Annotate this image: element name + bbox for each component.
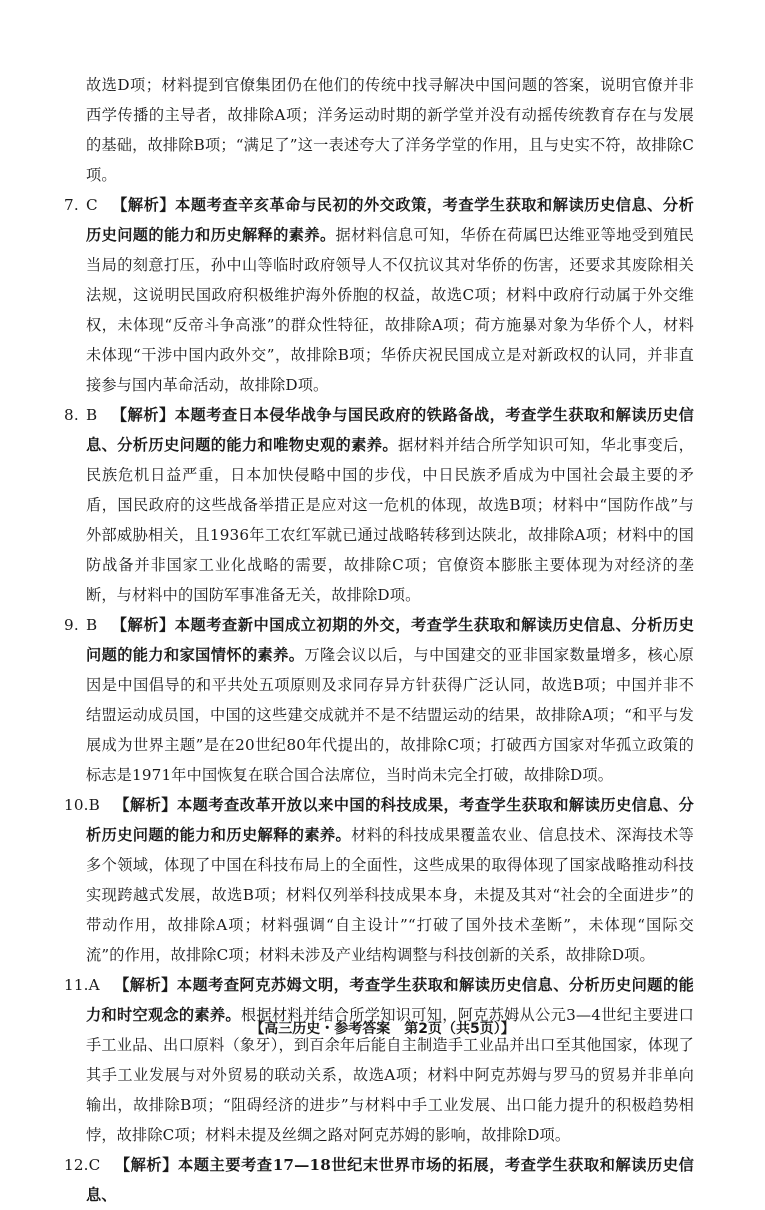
item-answer: B (88, 796, 100, 814)
analysis-tag: 【解析】 (111, 616, 175, 634)
item-bold-summary: 本题主要考查17—18世纪末世界市场的拓展，考查学生获取和解读历史信息、 (86, 1156, 694, 1204)
item-text: 材料的科技成果覆盖农业、信息技术、深海技术等多个领域，体现了中国在科技布局上的全面性，这些成果的取得体现了国家战略推动科技实现跨越式发展，故选B项；材料仅列举科技成果本身，未提及其对“社会的全面进步”的带动作用，故排除A项；材料强调“自主设计”“打破了国外技术垄断”，未体现“国际交流”的作用，故排除C项；材料未涉及产业结构调整与科技创新的关系，故排除D项。 (86, 826, 694, 964)
item-number: 12. (64, 1156, 89, 1174)
item-number: 10. (64, 796, 89, 814)
answer-item-12 (64, 1150, 694, 1210)
page-footer: 【高三历史・参考答案 第2页（共5页）】 (250, 1021, 515, 1037)
item-number: 8. (64, 406, 79, 424)
item-text: 据材料并结合所学知识可知，华北事变后，民族危机日益严重，日本加快侵略中国的步伐，中日民族矛盾成为中国社会最主要的矛盾，国民政府的这些战备举措正是应对这一危机的体现，故选B项；材料中“国防作战”与外部威胁相关，且1936年工农红军就已通过战略转移到达陕北，故排除A项；材料中的国防战备并非国家工业化战略的需要，故排除C项；官僚资本膨胀主要体现为对经济的垄断，与材料中的国防军事准备无关，故排除D项。 (86, 436, 695, 604)
item-bold-summary: 本题考查新中国成立初期的外交，考查学生获取和解读历史信息、分析历史问题的能力和家国情怀的素养。 (86, 616, 694, 664)
answer-item-9 (64, 610, 695, 790)
item-answer: B (86, 616, 98, 634)
answer-item-7 (64, 190, 694, 400)
analysis-tag: 【解析】 (114, 1156, 178, 1174)
item-text: 根据材料并结合所学知识可知，阿克苏姆从公元3—4世纪主要进口手工业品、出口原料（象牙），到百余年后能自主制造手工业品并出口至其他国家，体现了其手工业发展与对外贸易的联动关系，故选A项；材料中阿克苏姆与罗马的贸易并非单向输出，故排除B项；“阻碍经济的进步”与材料中手工业发展、出口能力提升的积极趋势相悖，故排除C项；材料未提及丝绸之路对阿克苏姆的影响，故排除D项。 (86, 1006, 694, 1144)
analysis-tag: 【解析】 (111, 196, 176, 214)
item-answer: C (86, 196, 98, 214)
intro-paragraph: 故选D项；材料提到官僚集团仍在他们的传统中找寻解决中国问题的答案，说明官僚并非西学传播的主导者，故排除A项；洋务运动时期的新学堂并没有动摇传统教育存在与发展的基础，故排除B项；“满足了”这一表述夸大了洋务学堂的作用，且与史实不符，故排除C项。 (86, 76, 694, 184)
analysis-tag: 【解析】 (111, 406, 175, 424)
item-answer: B (86, 406, 98, 424)
item-bold-summary: 本题考查辛亥革命与民初的外交政策，考查学生获取和解读历史信息、分析历史问题的能力和历史解释的素养。 (86, 196, 694, 244)
answer-item-10 (64, 790, 695, 970)
item-answer: A (88, 976, 100, 994)
item-text: 据材料信息可知，华侨在荷属巴达维亚等地受到殖民当局的刻意打压，孙中山等临时政府领导人不仅抗议其对华侨的伤害，还要求其废除相关法规，这说明民国政府积极维护海外侨胞的权益，故选C项；材料中政府行动属于外交维权，未体现“反帝斗争高涨”的群众性特征，故排除A项；荷方施暴对象为华侨个人，材料未体现“干涉中国内政外交”，故排除B项；华侨庆祝民国成立是对新政权的认同，并非直接参与国内革命活动，故排除D项。 (86, 226, 694, 394)
answer-item-11 (64, 970, 694, 1150)
item-text: 万隆会议以后，与中国建交的亚非国家数量增多，核心原因是中国倡导的和平共处五项原则及求同存异方针获得广泛认同，故选B项；中国并非不结盟运动成员国，中国的这些建交成就并不是不结盟运动的结果，故排除A项；“和平与发展成为世界主题”是在20世纪80年代提出的，故排除C项；打破西方国家对华孤立政策的标志是1971年中国恢复在联合国合法席位，当时尚未完全打破，故排除D项。 (86, 646, 695, 784)
item-bold-summary: 本题考查日本侵华战争与国民政府的铁路备战，考查学生获取和解读历史信息、分析历史问题的能力和唯物史观的素养。 (86, 406, 694, 454)
answer-content (64, 70, 695, 1210)
answer-item-8 (64, 400, 695, 610)
analysis-tag: 【解析】 (113, 976, 177, 994)
item-answer: C (88, 1156, 101, 1174)
item-number: 7. (64, 196, 79, 214)
analysis-tag: 【解析】 (113, 796, 177, 814)
item-bold-summary: 本题考查改革开放以来中国的科技成果，考查学生获取和解读历史信息、分析历史问题的能力和历史解释的素养。 (86, 796, 695, 844)
item-number: 11. (64, 976, 89, 994)
item-bold-summary: 本题考查阿克苏姆文明，考查学生获取和解读历史信息、分析历史问题的能力和时空观念的素养。 (86, 976, 694, 1024)
item-number: 9. (64, 616, 79, 634)
